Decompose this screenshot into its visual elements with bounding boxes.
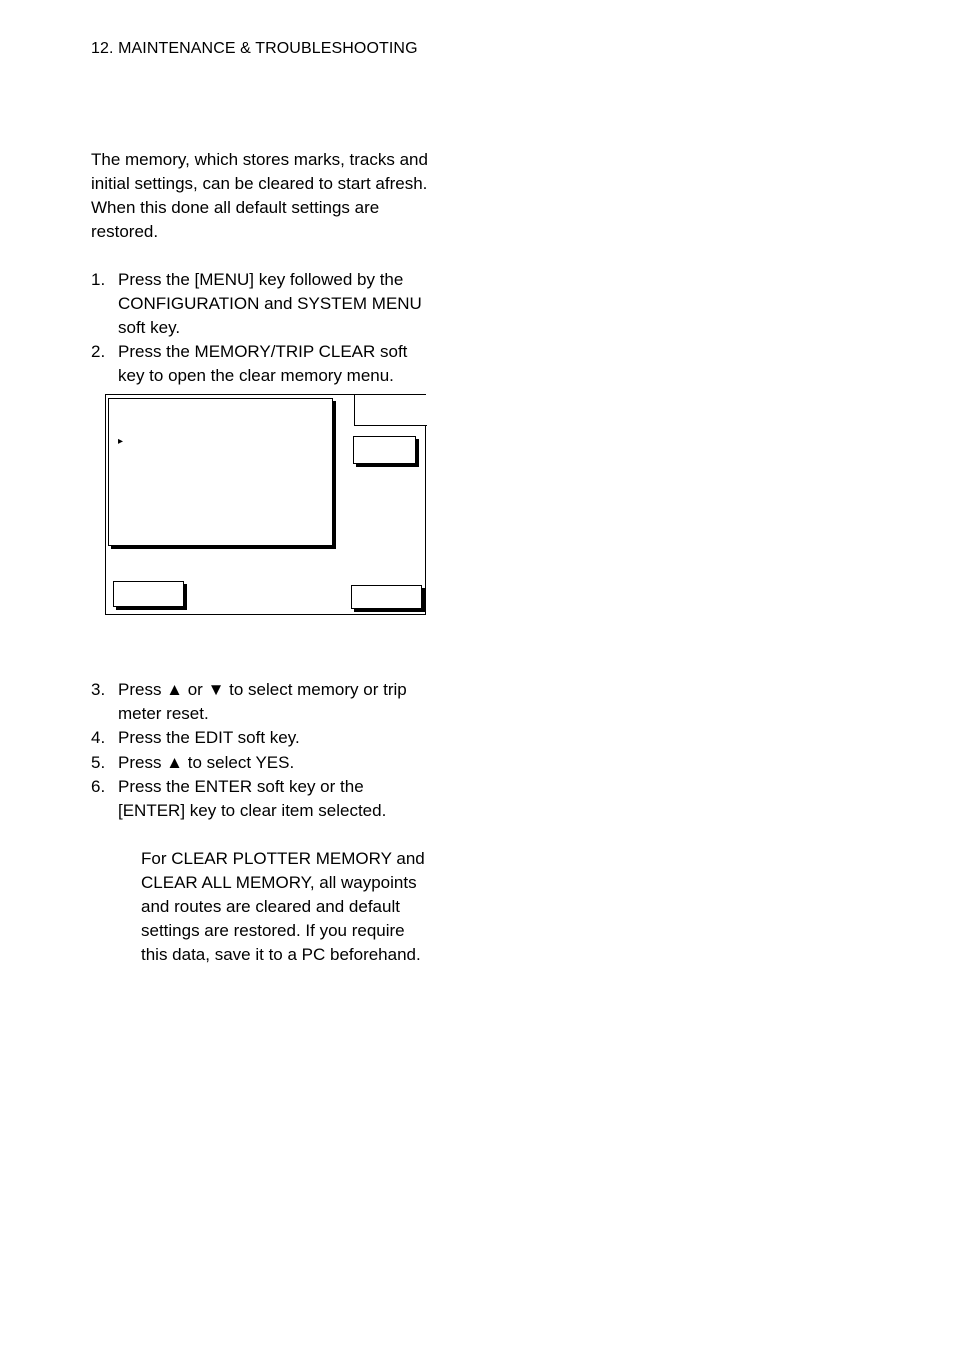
left-softkey [113,581,184,607]
step-text [118,678,458,726]
step-line: key to open the clear memory menu. [118,366,394,385]
step-line: Press the ENTER soft key or the [118,777,364,796]
step-number: 3. [91,680,106,699]
edit-softkey [353,436,416,464]
step-line: meter reset. [118,704,209,723]
note-line: this data, save it to a PC beforehand. [141,945,421,964]
softkey-title-box [354,395,427,426]
note-line: For CLEAR PLOTTER MEMORY and [141,849,425,868]
step-text [118,268,458,340]
note-line: and routes are cleared and default [141,897,400,916]
step-number: 1. [91,270,106,289]
intro-line: When this done all default settings are [91,198,380,217]
clear-memory-menu-window [108,398,333,546]
step-text [118,751,458,775]
step-line: Press ▲ or ▼ to select memory or trip [118,680,407,699]
step-line: Press the EDIT soft key. [118,728,300,747]
step-line: [ENTER] key to clear item selected. [118,801,387,820]
clear-memory-screen-figure [105,394,426,615]
step-line: soft key. [118,318,181,337]
step-text [118,775,458,823]
step-text [118,340,458,388]
intro-line: restored. [91,222,159,241]
step-number: 5. [91,753,106,772]
section-header: 12. MAINTENANCE & TROUBLESHOOTING [91,40,418,57]
step-line: CONFIGURATION and SYSTEM MENU [118,294,422,313]
note-line: CLEAR ALL MEMORY, all waypoints [141,873,417,892]
note-line: settings are restored. If you require [141,921,405,940]
step-number: 6. [91,777,106,796]
step-number: 4. [91,728,106,747]
intro-line: The memory, which stores marks, tracks and [91,150,428,169]
right-softkey [351,585,422,609]
step-line: Press the MEMORY/TRIP CLEAR soft [118,342,408,361]
note-paragraph [141,847,451,967]
step-line: Press ▲ to select YES. [118,753,295,772]
step-line: Press the [MENU] key followed by the [118,270,404,289]
step-text [118,726,458,750]
intro-line: initial settings, can be cleared to start afresh. [91,174,428,193]
menu-cursor-icon: ▸ [118,436,124,447]
intro-paragraph [91,148,461,244]
step-number: 2. [91,342,106,361]
